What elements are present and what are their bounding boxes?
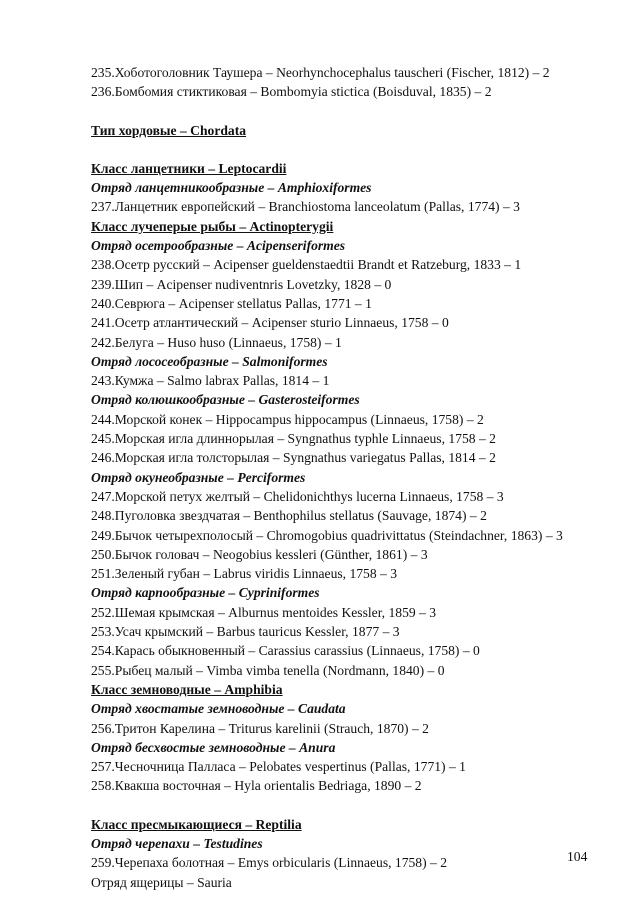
species-entry: 242.Белуга – Huso huso (Linnaeus, 1758) – 1 <box>91 334 342 350</box>
species-entry: 249.Бычок четырехполосый – Chromogobius quadrivittatus (Steindachner, 1863) – 3 <box>91 527 563 543</box>
order-heading: Отряд колюшкообразные – Gasterosteiformes <box>91 392 360 408</box>
order-heading: Отряд осетрообразные – Acipenseriformes <box>91 238 346 254</box>
section-header: Класс лучеперые рыбы – Actinopterygii <box>91 218 334 234</box>
species-entry: 251.Зеленый губан – Labrus viridis Linnaeus, 1758 – 3 <box>91 566 398 582</box>
species-entry: 238.Осетр русский – Acipenser gueldenstaedtii Brandt et Ratzeburg, 1833 – 1 <box>91 257 522 273</box>
species-entry: 241.Осетр атлантический – Acipenser sturio Linnaeus, 1758 – 0 <box>91 315 449 331</box>
species-entry: 257.Чесночница Палласа – Pelobates vespertinus (Pallas, 1771) – 1 <box>91 759 466 775</box>
species-entry: 244.Морской конек – Hippocampus hippocampus (Linnaeus, 1758) – 2 <box>91 411 484 427</box>
spacer <box>91 102 591 121</box>
order-heading: Отряд черепахи – Testudines <box>91 835 263 851</box>
species-entry: 253.Усач крымский – Barbus tauricus Kessler, 1877 – 3 <box>91 624 400 640</box>
species-entry: Отряд ящерицы – Sauria <box>91 874 232 890</box>
species-entry: 254.Карась обыкновенный – Carassius carassius (Linnaeus, 1758) – 0 <box>91 643 480 659</box>
section-header: Класс ланцетники – Leptocardii <box>91 160 287 176</box>
document-body <box>91 63 591 892</box>
order-heading: Отряд бесхвостые земноводные – Anura <box>91 739 336 755</box>
species-entry: 248.Пуголовка звездчатая – Benthophilus stellatus (Sauvage, 1874) – 2 <box>91 508 487 524</box>
species-entry: 252.Шемая крымская – Alburnus mentoides Kessler, 1859 – 3 <box>91 604 437 620</box>
species-entry: 259.Черепаха болотная – Emys orbicularis (Linnaeus, 1758) – 2 <box>91 855 448 871</box>
species-entry: 246.Морская игла толсторылая – Syngnathus variegatus Pallas, 1814 – 2 <box>91 450 496 466</box>
section-header: Класс земноводные – Amphibia <box>91 681 283 697</box>
species-entry: 235.Хоботоголовник Таушера – Neorhynchocephalus tauscheri (Fischer, 1812) – 2 <box>91 65 550 80</box>
spacer <box>91 140 591 159</box>
species-entry: 256.Тритон Карелина – Triturus karelinii (Strauch, 1870) – 2 <box>91 720 429 736</box>
species-entry: 247.Морской петух желтый – Chelidonichthys lucerna Linnaeus, 1758 – 3 <box>91 488 504 504</box>
order-heading: Отряд карпообразные – Cypriniformes <box>91 585 320 601</box>
order-heading: Отряд ланцетникообразные – Amphioxiformes <box>91 180 372 196</box>
species-entry: 245.Морская игла длиннорылая – Syngnathus typhle Linnaeus, 1758 – 2 <box>91 431 496 447</box>
species-entry: 243.Кумжа – Salmo labrax Pallas, 1814 – 1 <box>91 373 330 389</box>
species-entry: 258.Квакша восточная – Hyla orientalis Bedriaga, 1890 – 2 <box>91 778 422 794</box>
spacer <box>91 796 591 815</box>
species-entry: 236.Бомбомия стиктиковая – Bombomyia stictica (Boisduval, 1835) – 2 <box>91 84 492 100</box>
species-entry: 239.Шип – Acipenser nudiventnris Lovetzky, 1828 – 0 <box>91 276 392 292</box>
page-number: 104 <box>567 849 588 864</box>
species-entry: 237.Ланцетник европейский – Branchiostoma lanceolatum (Pallas, 1774) – 3 <box>91 199 520 215</box>
order-heading: Отряд хвостатые земноводные – Caudata <box>91 701 346 717</box>
species-entry: 255.Рыбец малый – Vimba vimba tenella (Nordmann, 1840) – 0 <box>91 662 445 678</box>
order-heading: Отряд лососеобразные – Salmoniformes <box>91 353 328 369</box>
order-heading: Отряд окунеобразные – Perciformes <box>91 469 306 485</box>
section-header: Класс пресмыкающиеся – Reptilia <box>91 816 302 832</box>
section-header: Тип хордовые – Chordata <box>91 122 247 138</box>
species-entry: 240.Севрюга – Acipenser stellatus Pallas, 1771 – 1 <box>91 295 372 311</box>
species-entry: 250.Бычок головач – Neogobius kessleri (Günther, 1861) – 3 <box>91 546 428 562</box>
